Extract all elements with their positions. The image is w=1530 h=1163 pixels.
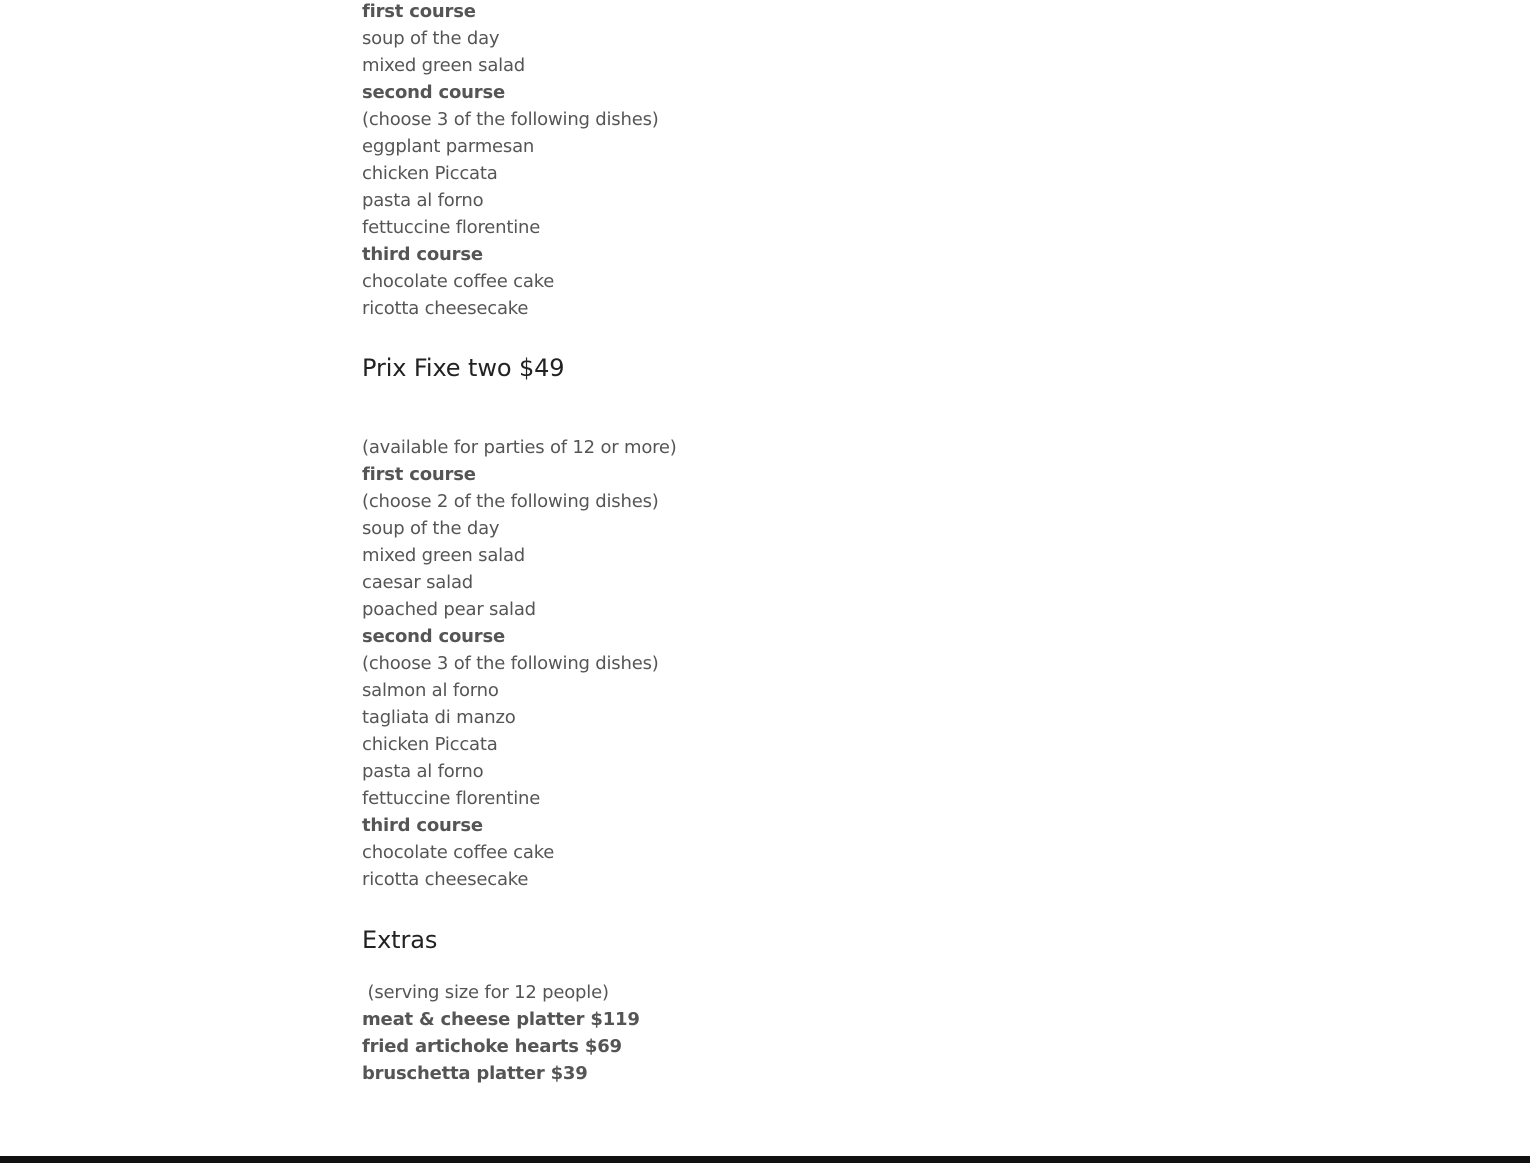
menu-item: soup of the day [362, 518, 500, 539]
extras-section [362, 979, 640, 1087]
serving-note: (serving size for 12 people) [362, 982, 609, 1003]
menu-item: fettuccine florentine [362, 217, 541, 238]
menu-item: chicken Piccata [362, 734, 498, 755]
footer-bar [0, 1156, 1530, 1163]
menu-item: pasta al forno [362, 190, 484, 211]
menu-item: fettuccine florentine [362, 788, 541, 809]
menu-item: tagliata di manzo [362, 707, 516, 728]
course-label-second: second course [362, 626, 505, 647]
menu-item: chicken Piccata [362, 163, 498, 184]
course-label-third: third course [362, 244, 483, 265]
course-note: (choose 3 of the following dishes) [362, 109, 659, 130]
menu-item: soup of the day [362, 28, 500, 49]
prix-fixe-one-section [362, 0, 659, 322]
menu-item: ricotta cheesecake [362, 298, 529, 319]
course-note: (choose 2 of the following dishes) [362, 491, 659, 512]
course-label-second: second course [362, 82, 505, 103]
extra-item: meat & cheese platter $119 [362, 1009, 640, 1030]
menu-item: ricotta cheesecake [362, 869, 529, 890]
menu-item: chocolate coffee cake [362, 842, 555, 863]
availability-note: (available for parties of 12 or more) [362, 437, 677, 458]
course-note: (choose 3 of the following dishes) [362, 653, 659, 674]
menu-item: mixed green salad [362, 55, 526, 76]
prix-fixe-two-section [362, 434, 677, 893]
menu-item: chocolate coffee cake [362, 271, 555, 292]
menu-item: mixed green salad [362, 545, 526, 566]
menu-item: poached pear salad [362, 599, 536, 620]
menu-item: salmon al forno [362, 680, 499, 701]
extras-title: Extras [362, 926, 438, 954]
course-label-third: third course [362, 815, 483, 836]
prix-fixe-two-title: Prix Fixe two $49 [362, 354, 565, 382]
extra-item: fried artichoke hearts $69 [362, 1036, 622, 1057]
menu-item: eggplant parmesan [362, 136, 535, 157]
extra-item: bruschetta platter $39 [362, 1063, 588, 1084]
menu-item: pasta al forno [362, 761, 484, 782]
course-label-first: first course [362, 1, 476, 22]
course-label-first: first course [362, 464, 476, 485]
menu-item: caesar salad [362, 572, 473, 593]
